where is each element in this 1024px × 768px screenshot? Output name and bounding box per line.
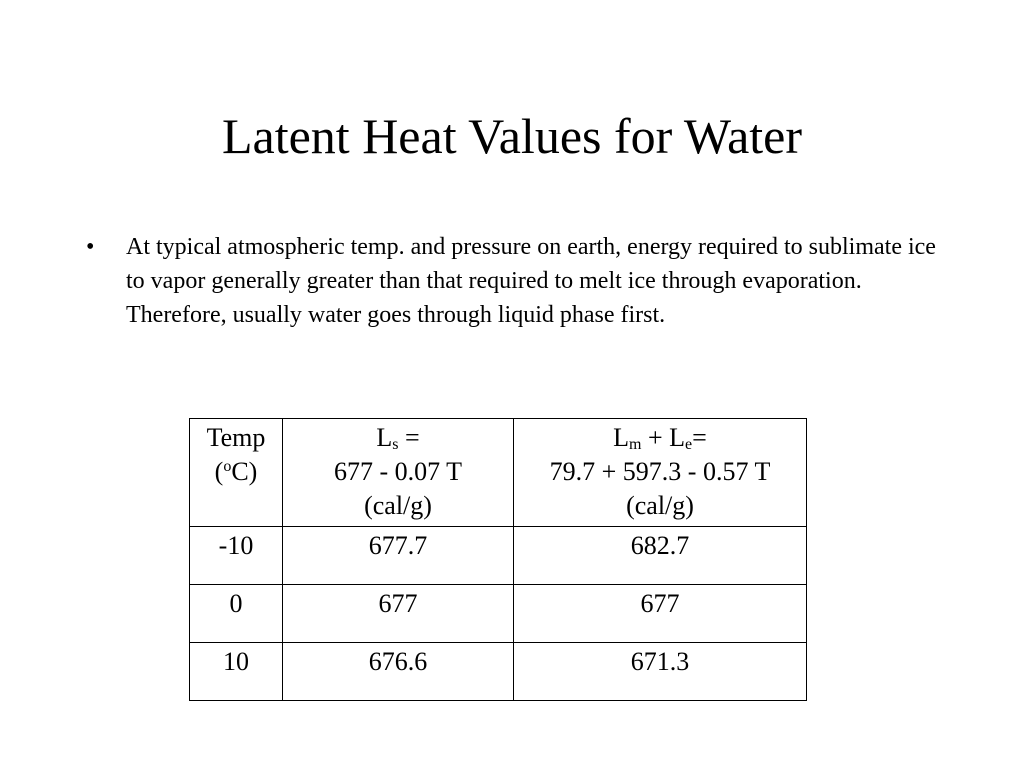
header-temp: Temp ($^o$C) (190, 419, 283, 527)
slide-title: Latent Heat Values for Water (221, 108, 802, 164)
cell-temp: -10 (190, 527, 283, 585)
table-row (190, 585, 807, 643)
table-header-row (190, 419, 807, 527)
table-row (190, 643, 807, 701)
cell-temp: 0 (190, 585, 283, 643)
bullet-list (86, 230, 946, 332)
cell-lm-le: 671.3 (514, 643, 807, 701)
header-lm-le: $L_m + L_e=$ 79.7 + 597.3 - 0.57 T (cal/g) (514, 419, 807, 527)
bullet-item (86, 230, 946, 332)
cell-ls: 676.6 (283, 643, 514, 701)
cell-lm-le: 677 (514, 585, 807, 643)
table-row (190, 527, 807, 585)
cell-ls: 677 (283, 585, 514, 643)
cell-ls: 677.7 (283, 527, 514, 585)
latent-heat-table (189, 418, 807, 701)
header-ls: $L_s$ = 677 - 0.07 T (cal/g) (283, 419, 514, 527)
bullet-text: At typical atmospheric temp. and pressure on earth, energy required to sublimate ice to vapor generally greater than that required to melt ice through evaporation. Therefore, usually water goes through liquid phase first. (126, 234, 936, 328)
bullet-icon: • (86, 234, 95, 260)
cell-lm-le: 682.7 (514, 527, 807, 585)
cell-temp: 10 (190, 643, 283, 701)
